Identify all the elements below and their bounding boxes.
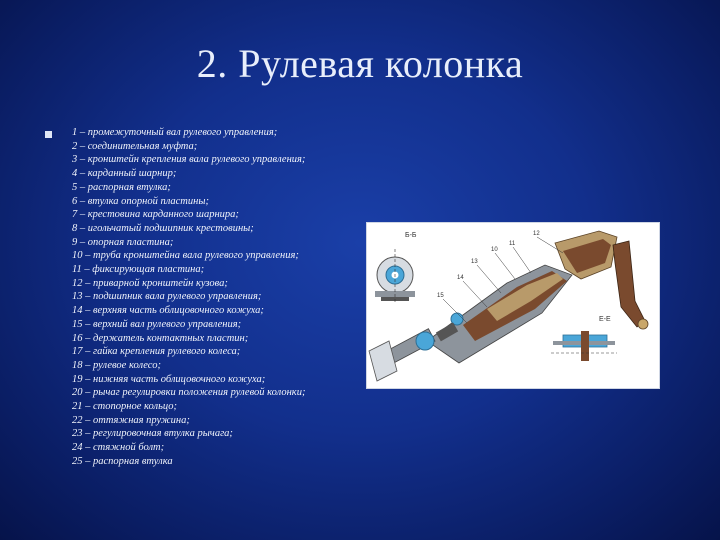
list-item: 6 – втулка опорной пластины; xyxy=(72,195,209,207)
list-item: 24 – стяжной болт; xyxy=(72,442,165,454)
bullet-square-icon xyxy=(45,131,52,138)
list-item: 10 – труба кронштейна вала рулевого управления; xyxy=(72,250,299,262)
list-item: 15 – верхний вал рулевого управления; xyxy=(72,318,242,330)
callout-label: 15 xyxy=(437,293,444,299)
list-item: 13 – подшипник вала рулевого управления; xyxy=(72,291,262,303)
slide-title: 2. Рулевая колонка xyxy=(196,41,524,86)
list-item: 22 – оттяжная пружина; xyxy=(72,414,190,426)
list-item: 3 – кронштейн крепления вала рулевого управления; xyxy=(72,154,306,166)
list-item: 20 – рычаг регулировки положения рулевой колонки; xyxy=(72,387,306,399)
list-item: 21 – стопорное кольцо; xyxy=(72,401,177,413)
list-item: 12 – приварной кронштейн кузова; xyxy=(72,277,228,289)
list-item: 4 – карданный шарнир; xyxy=(72,168,177,180)
list-item: 25 – распорная втулка xyxy=(72,455,173,467)
section-label-top: Б-Б xyxy=(405,232,417,239)
list-item: 11 – фиксирующая пластина; xyxy=(72,264,205,276)
callout-label: 11 xyxy=(509,241,516,247)
diagram-drawing xyxy=(367,223,659,388)
list-item: 14 – верхняя часть облицовочного кожуха; xyxy=(72,305,264,317)
list-item: 5 – распорная втулка; xyxy=(72,181,171,193)
list-item: 19 – нижняя часть облицовочного кожуха; xyxy=(72,373,266,385)
parts-list xyxy=(72,126,372,469)
list-item: 16 – держатель контактных пластин; xyxy=(72,332,249,344)
list-item: 1 – промежуточный вал рулевого управления; xyxy=(72,127,278,138)
list-item: 2 – соединительная муфта; xyxy=(72,140,198,152)
list-item: 7 – крестовина карданного шарнира; xyxy=(72,209,239,221)
list-item: 17 – гайка крепления рулевого колеса; xyxy=(72,346,241,358)
callout-label: 10 xyxy=(491,247,498,253)
list-item: 9 – опорная пластина; xyxy=(72,236,174,248)
list-item: 8 – игольчатый подшипник крестовины; xyxy=(72,222,254,234)
list-item: 18 – рулевое колесо; xyxy=(72,359,161,371)
section-label-right: Е-Е xyxy=(599,316,611,323)
callout-label: 12 xyxy=(533,231,540,237)
callout-label: 14 xyxy=(457,275,464,281)
steering-column-diagram xyxy=(366,222,660,389)
list-item: 23 – регулировочная втулка рычага; xyxy=(72,428,233,440)
callout-label: 13 xyxy=(471,259,478,265)
